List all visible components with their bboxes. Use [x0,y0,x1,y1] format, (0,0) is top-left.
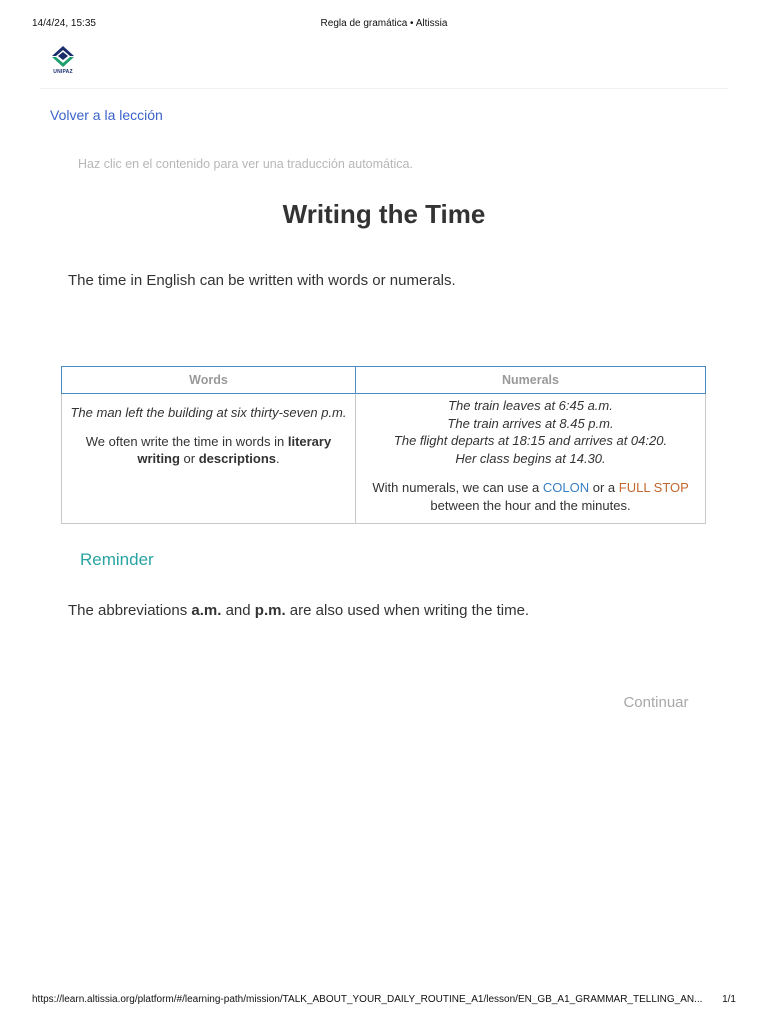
numerals-example: The train arrives at 8.45 p.m. [447,415,614,431]
print-url: https://learn.altissia.org/platform/#/learning-path/mission/TALK_ABOUT_YOUR_DAILY_ROUTINE_A1/lesson/EN_GB_A1_GRAMMAR_TELLING_AN... [32,994,703,1005]
print-page-number: 1/1 [722,994,736,1005]
numerals-note [360,479,701,514]
grammar-table [61,366,706,524]
header-numerals: Numerals [356,367,706,394]
words-cell [62,394,356,524]
print-title: Regla de gramática • Altissia [320,18,448,29]
header-words: Words [62,367,356,394]
note-text: We often write the time in words in [85,433,288,449]
print-header [0,18,768,32]
print-footer [0,994,768,1008]
reminder-text-part: are also used when writing the time. [285,602,530,619]
lesson-intro: The time in English can be written with words or numerals. [68,272,456,289]
logo-mark-icon [46,44,80,70]
note-text: . [276,451,280,466]
keyword-full-stop: FULL STOP [618,480,689,495]
logo-text: UNIPAZ [53,69,73,75]
reminder-bold-am: a.m. [191,602,222,619]
unipaz-logo [46,44,80,82]
note-text: With numerals, we can use a [372,480,543,495]
note-text: or a [589,480,619,495]
reminder-text-part: The abbreviations [68,602,192,619]
numerals-cell [356,394,706,524]
reminder-text-part: and [221,602,255,619]
note-text: between the hour and the minutes. [430,497,631,513]
words-example: The man left the building at six thirty-seven p.m. [70,405,347,420]
table-row [62,394,706,524]
numerals-example: The train leaves at 6:45 a.m. [448,398,613,413]
words-note [66,433,351,468]
reminder-text [68,602,529,619]
reminder-heading: Reminder [80,550,154,569]
note-bold-descriptions: descriptions [198,451,277,466]
continue-button[interactable]: Continuar [610,690,702,714]
note-bold-literary: literary writing [137,433,332,466]
table-header-row [62,367,706,394]
lesson-title: Writing the Time [282,199,486,229]
header-divider [40,88,728,89]
note-text: or [179,451,199,466]
print-datetime: 14/4/24, 15:35 [32,18,96,29]
back-to-lesson-link[interactable]: Volver a la lección [50,107,163,123]
reminder-bold-pm: p.m. [254,602,286,619]
translation-hint: Haz clic en el contenido para ver una traducción automática. [78,157,413,171]
keyword-colon: COLON [542,480,590,495]
numerals-example: Her class begins at 14.30. [455,450,606,466]
numerals-example: The flight departs at 18:15 and arrives at 04:20. [393,433,668,448]
